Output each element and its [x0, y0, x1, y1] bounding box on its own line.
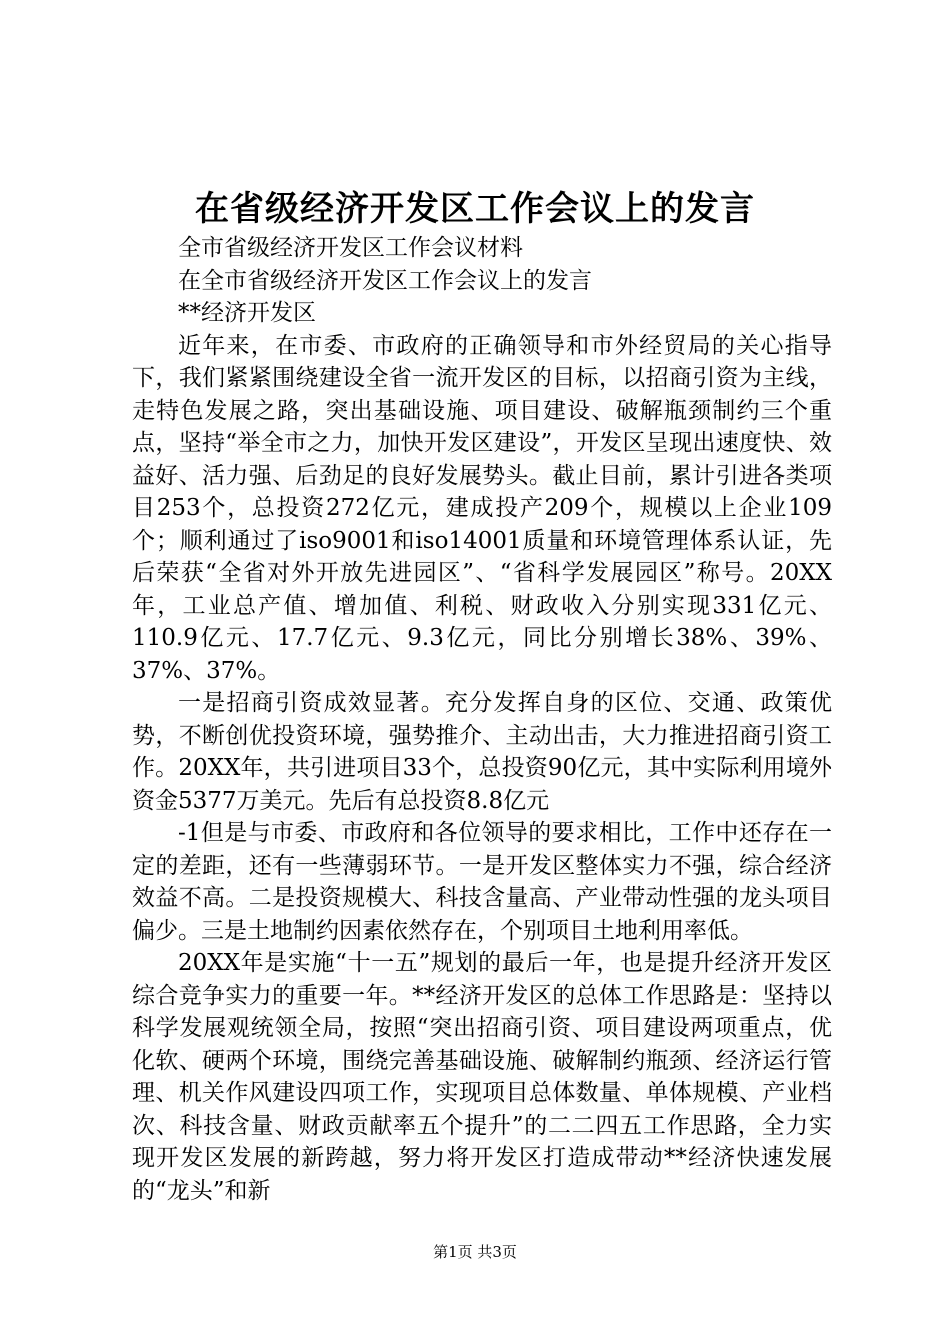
document-body [132, 232, 832, 1207]
paragraph-shortcomings: -1但是与市委、市政府和各位领导的要求相比，工作中还存在一定的差距，还有一些薄弱环节。一是开发区整体实力不强，综合经济效益不高。二是投资规模大、科技含量高、产业带动性强的龙头项目偏少。三是土地制约因素依然存在，个别项目土地利用率低。 [132, 820, 832, 944]
paragraph-materials-label: 全市省级经济开发区工作会议材料 [178, 235, 523, 261]
paragraph-speaker: **经济开发区 [178, 300, 316, 326]
paragraph-investment: 一是招商引资成效显著。充分发挥自身的区位、交通、政策优势，不断创优投资环境，强势推介、主动出击，大力推进招商引资工作。20XX年，共引进项目33个，总投资90亿元，其中实际利用境外资金5377万美元。先后有总投资8.8亿元 [132, 690, 832, 814]
paragraph-work-plan: 20XX年是实施“十一五”规划的最后一年，也是提升经济开发区综合竞争实力的重要一年。**经济开发区的总体工作思路是：坚持以科学发展观统领全局，按照“突出招商引资、项目建设两项重点，优化软、硬两个环境，围绕完善基础设施、破解制约瓶颈、经济运行管理、机关作风建设四项工作，实现项目总体数量、单体规模、产业档次、科技含量、财政贡献率五个提升”的二二四五工作思路，全力实现开发区发展的新跨越，努力将开发区打造成带动**经济快速发展的“龙头”和新 [132, 950, 832, 1204]
page-footer: 第1页 共3页 [433, 1243, 517, 1261]
document-title: 在省级经济开发区工作会议上的发言 [195, 189, 755, 229]
paragraph-overview: 近年来，在市委、市政府的正确领导和市外经贸局的关心指导下，我们紧紧围绕建设全省一流开发区的目标，以招商引资为主线，走特色发展之路，突出基础设施、项目建设、破解瓶颈制约三个重点，坚持“举全市之力，加快开发区建设”，开发区呈现出速度快、效益好、活力强、后劲足的良好发展势头。截止目前，累计引进各类项目253个，总投资272亿元，建成投产209个，规模以上企业109个；顺利通过了iso9001和iso14001质量和环境管理体系认证，先后荣获“全省对外开放先进园区”、“省科学发展园区”称号。20XX年，工业总产值、增加值、利税、财政收入分别实现331亿元、110.9亿元、17.7亿元、9.3亿元，同比分别增长38%、39%、37%、37%。 [132, 332, 832, 684]
paragraph-speech-heading: 在全市省级经济开发区工作会议上的发言 [178, 267, 592, 294]
